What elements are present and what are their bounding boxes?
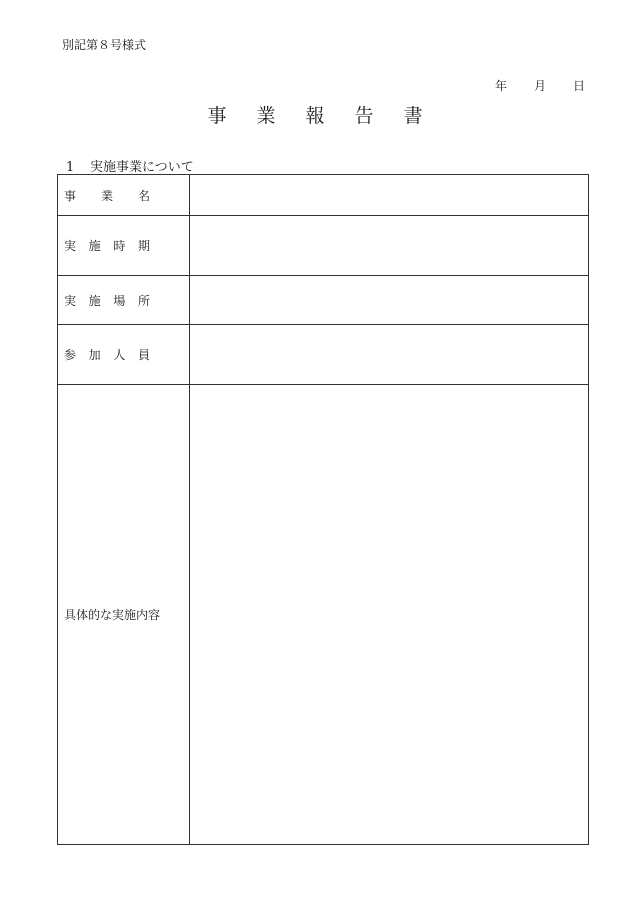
label-char: 期 [137, 239, 150, 253]
row-label [64, 187, 150, 204]
label-char: 場 [113, 293, 126, 308]
row-label [64, 292, 150, 309]
label-char: 員 [137, 348, 150, 362]
label-char: 参 [64, 348, 77, 362]
date-line [495, 77, 585, 94]
section-heading [66, 156, 194, 175]
table-row [58, 175, 589, 216]
form-number: 別記第８号様式 [62, 38, 147, 52]
participants-field[interactable] [190, 325, 589, 385]
month-label: 月 [533, 79, 546, 93]
row-label-cell [58, 385, 190, 845]
label-char: 所 [137, 293, 150, 308]
business-name-field[interactable] [190, 175, 589, 216]
day-label: 日 [572, 79, 585, 93]
table-row [58, 216, 589, 276]
table-row [58, 276, 589, 325]
label-char: 実 [64, 239, 77, 253]
label-char: 施 [88, 239, 101, 253]
label-char: 実 [64, 293, 77, 308]
period-field[interactable] [190, 216, 589, 276]
table-row [58, 325, 589, 385]
year-label: 年 [495, 79, 508, 93]
report-table [57, 174, 589, 845]
location-field[interactable] [190, 276, 589, 325]
row-label-cell [58, 175, 190, 216]
row-label-cell [58, 325, 190, 385]
row-label [64, 346, 150, 363]
row-label [64, 237, 150, 254]
row-label-cell [58, 276, 190, 325]
details-field[interactable] [190, 385, 589, 845]
row-label: 具体的な実施内容 [64, 608, 161, 622]
section-number: 1 [66, 160, 75, 175]
row-label-cell [58, 216, 190, 276]
label-char: 名 [137, 188, 150, 203]
section-heading-text: 実施事業について [90, 160, 194, 175]
label-char: 施 [88, 293, 101, 308]
label-char: 時 [113, 239, 126, 253]
label-char: 業 [100, 188, 113, 203]
table-row [58, 385, 589, 845]
label-char: 加 [88, 348, 101, 362]
label-char: 事 [64, 188, 77, 203]
label-char: 人 [113, 348, 126, 362]
document-title: 事業報告書 [207, 105, 453, 127]
